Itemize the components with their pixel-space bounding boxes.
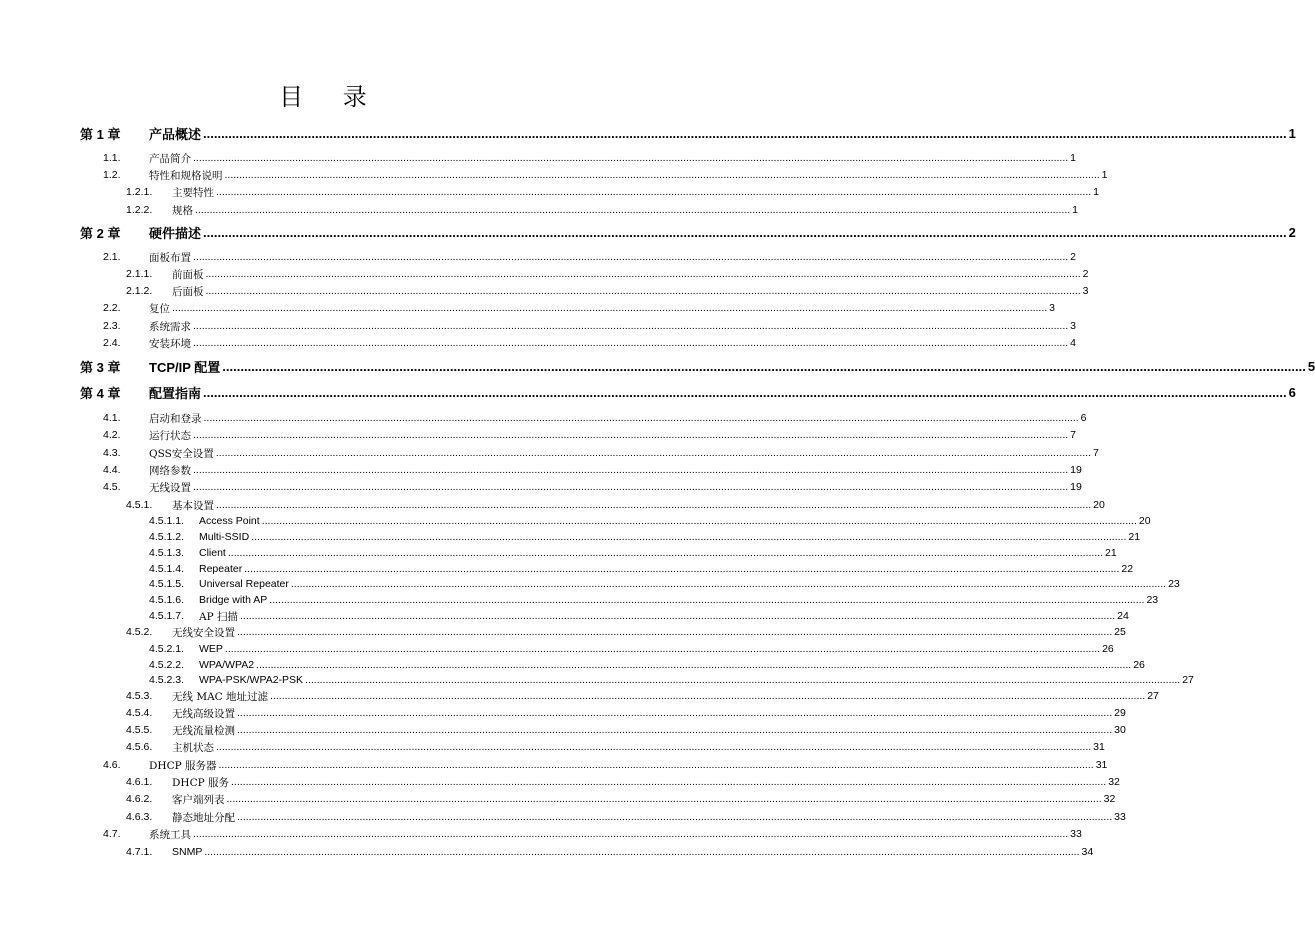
toc-entry-number: 第 3 章 (80, 359, 121, 375)
toc-entry-title: 无线高级设置 (172, 707, 235, 720)
toc-entry-title: 配置指南 (149, 385, 202, 401)
dot-leader: ............................................................................................................................................................................................................................................................................................................ (237, 724, 1113, 736)
toc-entry-number: 2.3. (103, 320, 121, 332)
toc-entry[interactable] (0, 529, 1141, 545)
toc-entry-number: 4.5.1.3. (149, 547, 185, 559)
toc-entry-number: 4.5.5. (126, 724, 153, 736)
toc-entry-number: 4.5.1.6. (149, 594, 185, 606)
toc-entry[interactable] (0, 576, 1180, 592)
toc-entry-title: 网络参数 (149, 464, 191, 477)
dot-leader: ............................................................................................................................................................................................................................................................................................................ (193, 152, 1069, 164)
toc-entry-number: 4.5.1.7. (149, 610, 185, 622)
toc-entry[interactable] (0, 479, 1082, 495)
dot-leader: ............................................................................................................................................................................................................................................................................................................ (231, 776, 1107, 788)
dot-leader: ............................................................................................................................................................................................................................................................................................................ (224, 169, 1100, 181)
toc-entry-page: 34 (1081, 846, 1094, 858)
toc-entry-title: Client (199, 547, 226, 559)
toc-entry-number: 4.7. (103, 828, 121, 840)
dot-leader: ............................................................................................................................................................................................................................................................................................................ (226, 793, 1102, 805)
toc-entry-number: 第 4 章 (80, 385, 121, 401)
dot-leader: ............................................................................................................................................................................................................................................................................................................ (193, 320, 1069, 332)
toc-entry[interactable] (0, 688, 1159, 704)
toc-entry-title: Universal Repeater (199, 578, 289, 590)
toc-entry-page: 6 (1288, 384, 1296, 400)
toc-entry-number: 2.4. (103, 337, 121, 349)
toc-entry-title: 后面板 (172, 285, 204, 298)
toc-entry-title: 前面板 (172, 268, 204, 281)
toc-entry[interactable] (0, 561, 1134, 577)
toc-entry-page: 6 (1080, 412, 1087, 424)
dot-leader: ............................................................................................................................................................................................................................................................................................................ (205, 285, 1081, 297)
toc-entry-number: 第 2 章 (80, 225, 121, 241)
toc-entry-number: 4.1. (103, 412, 121, 424)
toc-entry-page: 21 (1105, 547, 1117, 559)
dot-leader: ............................................................................................................................................................................................................................................................................................................ (244, 563, 1120, 575)
toc-entry-number: 4.6.3. (126, 811, 153, 823)
toc-entry-page: 24 (1117, 610, 1129, 622)
toc-entry-page: 1 (1070, 152, 1077, 164)
toc-entry-number: 4.5.1.1. (149, 515, 185, 527)
toc-entry-title: Access Point (199, 515, 260, 527)
toc-entry[interactable] (0, 608, 1129, 624)
toc-entry[interactable] (0, 358, 1315, 375)
toc-entry-number: 1.2.2. (126, 204, 153, 216)
toc-entry-number: 2.1.1. (126, 268, 153, 280)
toc-entry-number: 2.1. (103, 251, 121, 263)
toc-entry[interactable] (0, 410, 1087, 426)
toc-entry-number: 2.1.2. (126, 285, 153, 297)
dot-leader: ............................................................................................................................................................................................................................................................................................................ (215, 447, 1091, 459)
toc-entry[interactable] (0, 672, 1194, 688)
toc-entry-page: 31 (1093, 741, 1105, 753)
toc-entry[interactable] (0, 757, 1108, 773)
dot-leader: ............................................................................................................................................................................................................................................................................................................ (261, 515, 1137, 527)
toc-entry-page: 27 (1147, 690, 1159, 702)
toc-entry-title: 产品概述 (149, 126, 202, 142)
dot-leader: ............................................................................................................................................................................................................................................................................................................ (203, 384, 1287, 400)
toc-entry-number: 4.5.1. (126, 499, 153, 511)
toc-entry-page: 20 (1138, 515, 1151, 527)
toc-entry[interactable] (0, 774, 1120, 790)
toc-entry-number: 4.7.1. (126, 846, 153, 858)
toc-entry-number: 4.5.3. (126, 690, 153, 702)
toc-entry-page: 33 (1070, 828, 1082, 840)
toc-entry-number: 4.5.6. (126, 741, 153, 753)
toc-entry-number: 第 1 章 (80, 126, 121, 142)
toc-entry[interactable] (0, 641, 1114, 657)
toc-entry[interactable] (0, 513, 1151, 529)
toc-entry[interactable] (0, 249, 1077, 265)
toc-entry-title: 系统需求 (149, 320, 191, 333)
toc-entry-number: 1.1. (103, 152, 121, 164)
toc-entry[interactable] (0, 283, 1089, 299)
toc-entry-number: 4.5.1.2. (149, 531, 185, 543)
toc-entry-page: 29 (1114, 707, 1126, 719)
dot-leader: ............................................................................................................................................................................................................................................................................................................ (193, 828, 1069, 840)
toc-entry[interactable] (0, 224, 1296, 241)
toc-entry[interactable] (0, 809, 1126, 825)
dot-leader: ............................................................................................................................................................................................................................................................................................................ (237, 707, 1113, 719)
toc-entry-page: 23 (1146, 594, 1159, 606)
toc-entry[interactable] (0, 427, 1077, 443)
toc-entry-page: 7 (1070, 429, 1077, 441)
toc-entry-page: 19 (1070, 481, 1082, 493)
toc-entry-page: 33 (1114, 811, 1126, 823)
toc-entry[interactable] (0, 184, 1100, 200)
toc-entry-number: 4.5. (103, 481, 121, 493)
toc-entry-title: SNMP (172, 846, 203, 858)
dot-leader: ............................................................................................................................................................................................................................................................................................................ (203, 412, 1079, 424)
toc-entry-title: 客户端列表 (172, 793, 225, 806)
toc-entry[interactable] (0, 150, 1077, 166)
toc-entry[interactable] (0, 202, 1079, 218)
toc-entry-title: Bridge with AP (199, 594, 268, 606)
dot-leader: ............................................................................................................................................................................................................................................................................................................ (251, 531, 1127, 543)
toc-entry-title: Multi-SSID (199, 531, 250, 543)
dot-leader: ............................................................................................................................................................................................................................................................................................................ (204, 846, 1080, 858)
toc-entry-page: 2 (1288, 224, 1296, 240)
toc-entry[interactable] (0, 722, 1126, 738)
toc-entry-title: WPA/WPA2 (199, 659, 255, 671)
toc-entry-title: 无线安全设置 (172, 626, 235, 639)
toc-entry-page: 1 (1093, 186, 1100, 198)
toc-entry[interactable] (0, 592, 1159, 608)
toc-entry-number: 4.6. (103, 759, 121, 771)
dot-leader: ............................................................................................................................................................................................................................................................................................................ (290, 578, 1167, 590)
toc-entry[interactable] (0, 791, 1116, 807)
toc-entry-page: 31 (1095, 759, 1108, 771)
toc-entry[interactable] (0, 125, 1296, 142)
toc-entry-number: 4.5.1.4. (149, 563, 185, 575)
dot-leader: ............................................................................................................................................................................................................................................................................................................ (203, 125, 1287, 141)
toc-entry-page: 7 (1092, 447, 1099, 459)
toc-entry-page: 26 (1102, 643, 1114, 655)
dot-leader: ............................................................................................................................................................................................................................................................................................................ (270, 690, 1146, 702)
toc-entry-page: 21 (1128, 531, 1141, 543)
toc-entry-title: 产品简介 (149, 152, 191, 165)
toc-entry-number: 4.5.2.2. (149, 659, 185, 671)
toc-entry[interactable] (0, 844, 1094, 860)
toc-entry-title: WPA-PSK/WPA2-PSK (199, 674, 304, 686)
toc-entry[interactable] (0, 826, 1082, 842)
toc-entry-number: 4.5.2.1. (149, 643, 185, 655)
toc-entry-title: 无线设置 (149, 481, 191, 494)
dot-leader: ............................................................................................................................................................................................................................................................................................................ (193, 481, 1069, 493)
toc-entry-title: 运行状态 (149, 429, 191, 442)
toc-entry[interactable] (0, 462, 1082, 478)
toc-entry[interactable] (0, 335, 1077, 351)
toc-entry-page: 1 (1288, 125, 1296, 141)
toc-entry-title: DHCP 服务 (172, 776, 230, 789)
dot-leader: ............................................................................................................................................................................................................................................................................................................ (216, 186, 1092, 198)
dot-leader: ............................................................................................................................................................................................................................................................................................................ (227, 547, 1104, 559)
toc-entry-page: 3 (1070, 320, 1077, 332)
dot-leader: ............................................................................................................................................................................................................................................................................................................ (193, 464, 1069, 476)
toc-entry-page: 1 (1072, 204, 1079, 216)
toc-entry-number: 4.4. (103, 464, 121, 476)
toc-entry[interactable] (0, 705, 1126, 721)
toc-entry-number: 4.2. (103, 429, 121, 441)
toc-entry[interactable] (0, 739, 1105, 755)
dot-leader: ............................................................................................................................................................................................................................................................................................................ (237, 811, 1113, 823)
dot-leader: ............................................................................................................................................................................................................................................................................................................ (205, 268, 1081, 280)
toc-entry-title: 主机状态 (172, 741, 214, 754)
toc-entry-page: 4 (1070, 337, 1077, 349)
dot-leader: ............................................................................................................................................................................................................................................................................................................ (216, 499, 1092, 511)
toc-entry[interactable] (0, 497, 1105, 513)
toc-entry-title: 安装环境 (149, 337, 191, 350)
dot-leader: ............................................................................................................................................................................................................................................................................................................ (195, 204, 1071, 216)
toc-entry-title: Repeater (199, 563, 243, 575)
toc-entry-title: 复位 (149, 302, 170, 315)
toc-entry-number: 4.6.1. (126, 776, 153, 788)
dot-leader: ............................................................................................................................................................................................................................................................................................................ (269, 594, 1145, 606)
toc-entry-number: 1.2. (103, 169, 121, 181)
toc-entry-title: 规格 (172, 204, 193, 217)
toc-entry[interactable] (0, 657, 1145, 673)
toc-entry-page: 32 (1103, 793, 1116, 805)
toc-entry-number: 4.5.4. (126, 707, 153, 719)
toc-entry-page: 3 (1049, 302, 1056, 314)
toc-entry[interactable] (0, 384, 1296, 401)
toc-entry-number: 4.5.2. (126, 626, 153, 638)
toc-entry[interactable] (0, 445, 1099, 461)
toc-entry-title: 系统工具 (149, 828, 191, 841)
dot-leader: ............................................................................................................................................................................................................................................................................................................ (237, 626, 1113, 638)
toc-entry-page: 20 (1093, 499, 1105, 511)
dot-leader: ............................................................................................................................................................................................................................................................................................................ (193, 251, 1069, 263)
toc-entry-title: 特性和规格说明 (149, 169, 223, 182)
toc-entry-page: 3 (1082, 285, 1089, 297)
toc-entry-number: 4.6.2. (126, 793, 153, 805)
toc-entry-number: 1.2.1. (126, 186, 153, 198)
dot-leader: ............................................................................................................................................................................................................................................................................................................ (193, 429, 1069, 441)
toc-entry-title: WEP (199, 643, 223, 655)
toc-entry-page: 2 (1070, 251, 1077, 263)
toc-entry-title: QSS安全设置 (149, 447, 214, 460)
dot-leader: ............................................................................................................................................................................................................................................................................................................ (256, 659, 1132, 671)
toc-entry-title: 启动和登录 (149, 412, 202, 425)
toc-entry-title: 无线 MAC 地址过滤 (172, 690, 269, 703)
dot-leader: ............................................................................................................................................................................................................................................................................................................ (203, 224, 1287, 240)
toc-entry-page: 19 (1070, 464, 1082, 476)
toc-entry[interactable] (0, 266, 1089, 282)
toc-entry-page: 27 (1182, 674, 1194, 686)
toc-entry[interactable] (0, 300, 1056, 316)
toc-entry-page: 23 (1168, 578, 1180, 590)
toc-entry-title: AP 扫描 (199, 610, 238, 623)
toc-entry-page: 22 (1121, 563, 1134, 575)
toc-entry[interactable] (0, 318, 1077, 334)
toc-entry-page: 25 (1114, 626, 1126, 638)
toc-entry-title: 基本设置 (172, 499, 214, 512)
toc-entry-page: 32 (1108, 776, 1120, 788)
toc-entry[interactable] (0, 545, 1117, 561)
toc-entry-title: DHCP 服务器 (149, 759, 217, 772)
toc-entry-page: 2 (1082, 268, 1089, 280)
toc-entry-page: 5 (1307, 358, 1315, 374)
toc-entry-page: 1 (1101, 169, 1108, 181)
toc-entry-title: 无线流量检测 (172, 724, 235, 737)
toc-entry-page: 26 (1133, 659, 1145, 671)
toc-entry-number: 2.2. (103, 302, 121, 314)
dot-leader: ............................................................................................................................................................................................................................................................................................................ (240, 610, 1116, 622)
toc-entry-title: 面板布置 (149, 251, 191, 264)
toc-entry-title: TCP/IP 配置 (149, 359, 221, 375)
toc-entry-number: 4.5.1.5. (149, 578, 185, 590)
dot-leader: ............................................................................................................................................................................................................................................................................................................ (193, 337, 1069, 349)
toc-entry-number: 4.3. (103, 447, 121, 459)
toc-entry[interactable] (0, 624, 1126, 640)
toc-entry-title: 硬件描述 (149, 225, 202, 241)
dot-leader: ............................................................................................................................................................................................................................................................................................................ (305, 674, 1181, 686)
dot-leader: ............................................................................................................................................................................................................................................................................................................ (224, 643, 1101, 655)
toc-entry-page: 30 (1114, 724, 1126, 736)
dot-leader: ............................................................................................................................................................................................................................................................................................................ (222, 358, 1306, 374)
dot-leader: ............................................................................................................................................................................................................................................................................................................ (216, 741, 1092, 753)
toc-entry[interactable] (0, 167, 1108, 183)
toc-entry-title: 主要特性 (172, 186, 214, 199)
dot-leader: ............................................................................................................................................................................................................................................................................................................ (218, 759, 1094, 771)
toc-entry-title: 静态地址分配 (172, 811, 235, 824)
toc-entry-number: 4.5.2.3. (149, 674, 185, 686)
page-title: 目 录 (279, 83, 383, 111)
dot-leader: ............................................................................................................................................................................................................................................................................................................ (172, 302, 1048, 314)
